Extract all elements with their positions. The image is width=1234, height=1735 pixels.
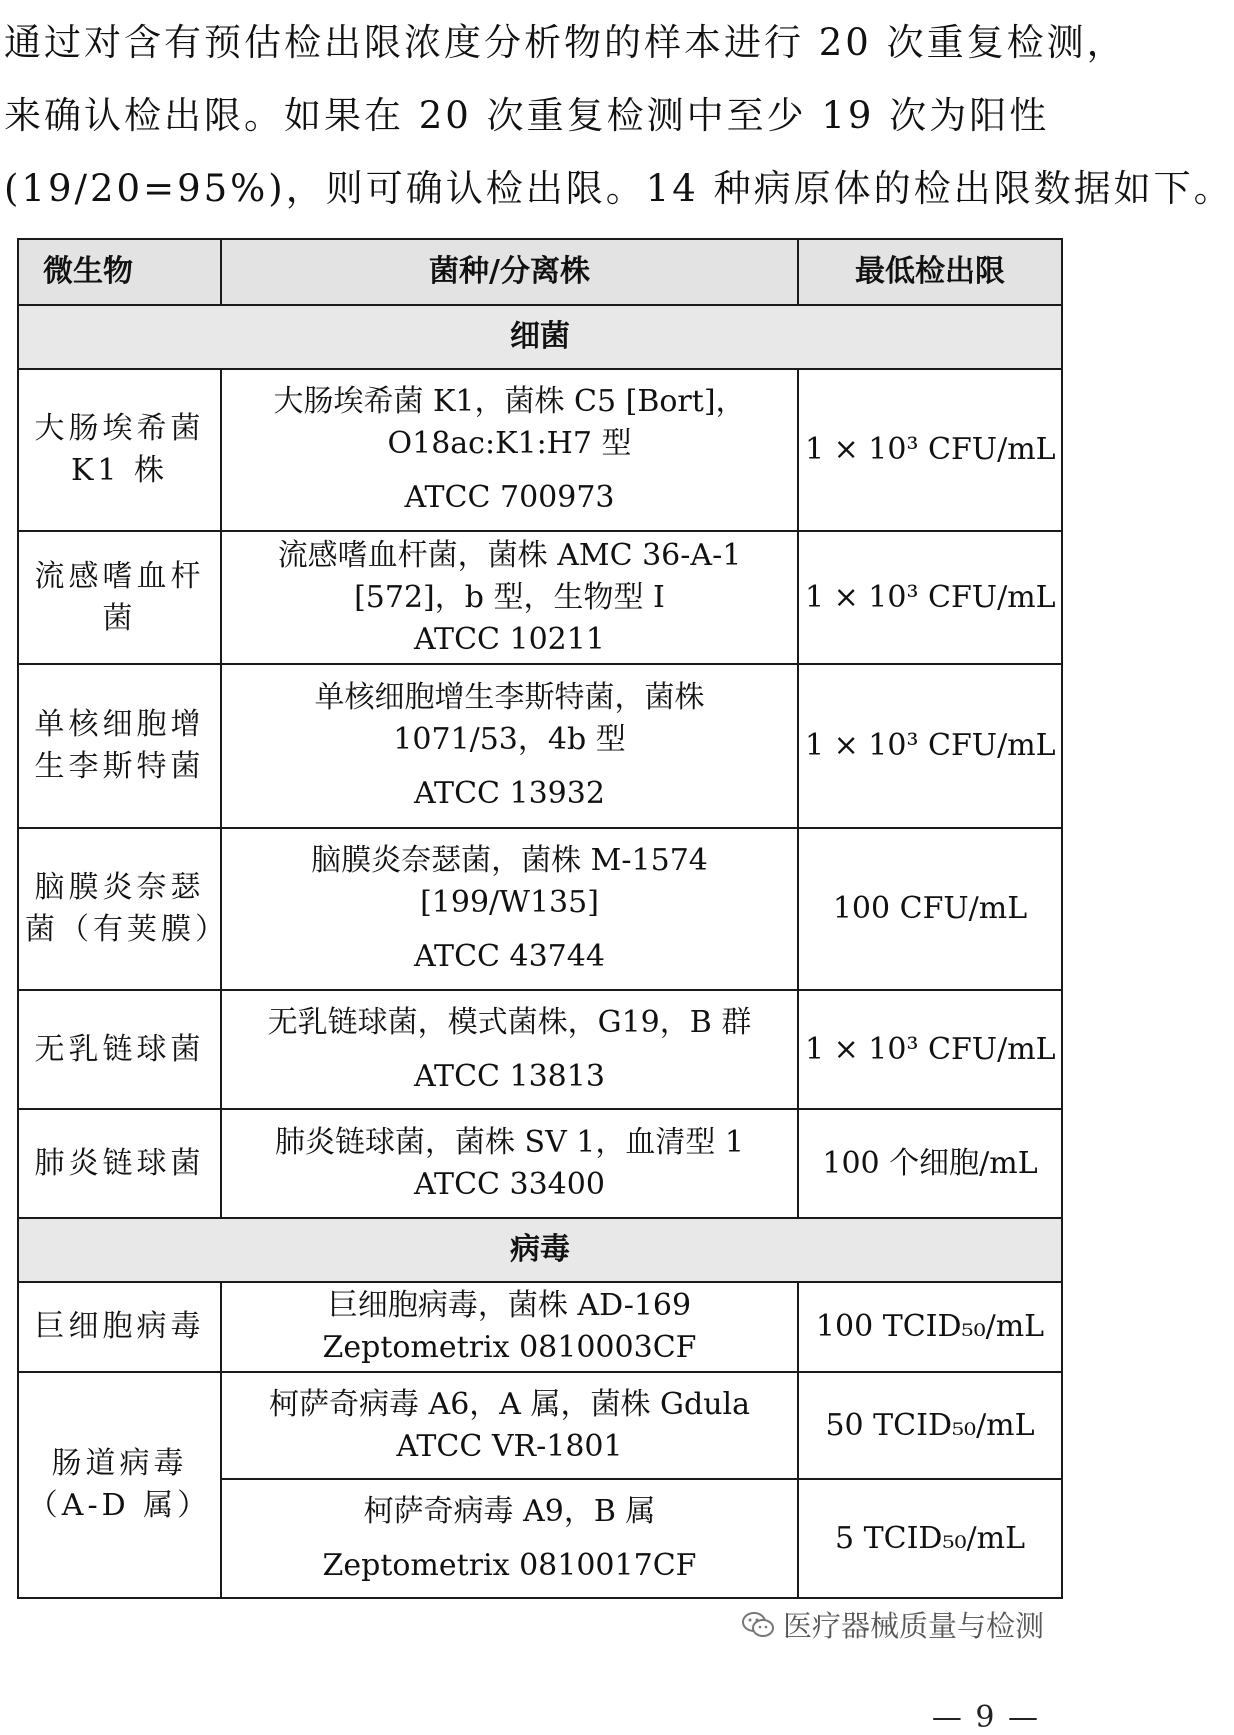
strain-line: 单核细胞增生李斯特菌，菌株 — [314, 680, 705, 715]
table-row — [18, 1109, 1062, 1218]
lod-cell: 1 × 10³ CFU/mL — [798, 990, 1062, 1109]
header-strain: 菌种/分离株 — [221, 239, 798, 305]
strain-line: ATCC 13813 — [414, 1058, 605, 1094]
organism-cell: 巨细胞病毒 — [18, 1282, 221, 1372]
page-number: — 9 — — [931, 1700, 1040, 1735]
section-label-bacteria: 细菌 — [18, 305, 1062, 369]
strain-line: 巨细胞病毒，菌株 AD-169 — [327, 1288, 692, 1323]
strain-cell — [221, 369, 798, 531]
strain-line: ATCC 33400 — [414, 1166, 605, 1202]
strain-line: 1071/53，4b 型 — [393, 722, 626, 757]
organism-cell: 肺炎链球菌 — [18, 1109, 221, 1218]
wechat-icon — [741, 1611, 775, 1639]
strain-cell — [221, 1372, 798, 1479]
intro-line-3: (19/20=95%)，则可确认检出限。14 种病原体的检出限数据如下。 — [4, 167, 1234, 210]
section-row-virus — [18, 1218, 1062, 1282]
organism-cell: 脑膜炎奈瑟菌（有荚膜） — [18, 828, 221, 990]
table-row — [18, 1372, 1062, 1479]
organism-cell: 无乳链球菌 — [18, 990, 221, 1109]
strain-cell — [221, 990, 798, 1109]
organism-cell: 大肠埃希菌 K1 株 — [18, 369, 221, 531]
strain-line: ATCC 10211 — [414, 621, 605, 657]
lod-cell: 100 个细胞/mL — [798, 1109, 1062, 1218]
header-microbe: 微生物 — [18, 239, 221, 305]
intro-line-2: 来确认检出限。如果在 20 次重复检测中至少 19 次为阳性 — [4, 94, 1050, 137]
table-row — [18, 531, 1062, 664]
strain-line: [572]，b 型，生物型 I — [354, 579, 665, 615]
strain-line: 流感嗜血杆菌，菌株 AMC 36-A-1 — [277, 537, 742, 573]
lod-cell: 100 CFU/mL — [798, 828, 1062, 990]
strain-cell — [221, 1109, 798, 1218]
header-lod: 最低检出限 — [798, 239, 1062, 305]
strain-cell — [221, 1479, 798, 1598]
section-label-virus: 病毒 — [18, 1218, 1062, 1282]
organism-cell: 流感嗜血杆菌 — [18, 531, 221, 664]
strain-line: 脑膜炎奈瑟菌，菌株 M-1574 — [311, 843, 708, 878]
watermark-text: 医疗器械质量与检测 — [782, 1609, 1044, 1643]
lod-cell: 100 TCID₅₀/mL — [798, 1282, 1062, 1372]
strain-line: ATCC VR-1801 — [396, 1428, 623, 1464]
lod-cell: 1 × 10³ CFU/mL — [798, 531, 1062, 664]
strain-line: 肺炎链球菌，菌株 SV 1，血清型 1 — [275, 1124, 744, 1160]
lod-cell: 5 TCID₅₀/mL — [798, 1479, 1062, 1598]
table-row — [18, 828, 1062, 990]
section-row-bacteria — [18, 305, 1062, 369]
strain-line: ATCC 43744 — [414, 939, 605, 974]
strain-cell — [221, 664, 798, 828]
strain-line: Zeptometrix 0810003CF — [322, 1330, 697, 1365]
strain-line: 大肠埃希菌 K1，菌株 C5 [Bort]， — [273, 384, 746, 419]
strain-line: ATCC 13932 — [414, 776, 605, 811]
strain-line: 柯萨奇病毒 A6，A 属，菌株 Gdula — [269, 1386, 750, 1422]
strain-line: 柯萨奇病毒 A9，B 属 — [363, 1493, 656, 1529]
strain-cell — [221, 828, 798, 990]
table-header-row — [18, 239, 1062, 305]
table-row — [18, 990, 1062, 1109]
organism-cell: 单核细胞增生李斯特菌 — [18, 664, 221, 828]
strain-line: O18ac:K1:H7 型 — [387, 426, 632, 461]
strain-line: 无乳链球菌，模式菌株，G19，B 群 — [267, 1004, 752, 1040]
strain-cell — [221, 531, 798, 664]
organism-cell: 肠道病毒（A-D 属） — [18, 1372, 221, 1598]
watermark — [741, 1604, 1044, 1645]
lod-cell: 50 TCID₅₀/mL — [798, 1372, 1062, 1479]
table-row — [18, 1282, 1062, 1372]
lod-cell: 1 × 10³ CFU/mL — [798, 664, 1062, 828]
intro-line-1: 通过对含有预估检出限浓度分析物的样本进行 20 次重复检测， — [4, 21, 1127, 64]
intro-paragraph — [4, 6, 1234, 225]
lod-table — [17, 238, 1063, 1599]
strain-line: Zeptometrix 0810017CF — [322, 1547, 697, 1583]
table-row — [18, 664, 1062, 828]
strain-cell — [221, 1282, 798, 1372]
lod-cell: 1 × 10³ CFU/mL — [798, 369, 1062, 531]
strain-line: [199/W135] — [420, 885, 599, 920]
strain-line: ATCC 700973 — [404, 480, 615, 515]
table-row — [18, 369, 1062, 531]
